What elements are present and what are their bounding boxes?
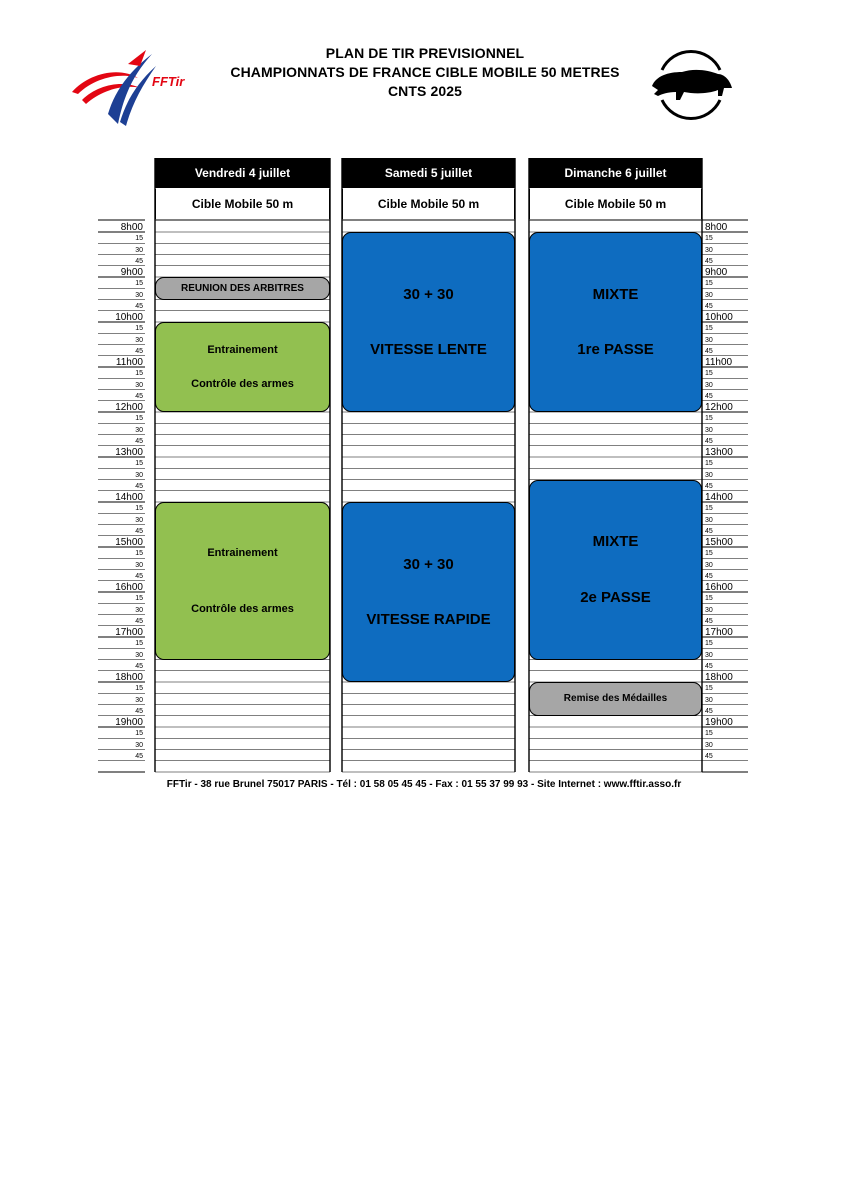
time-label-right: 45 bbox=[705, 257, 713, 265]
time-label-right: 30 bbox=[705, 471, 713, 479]
time-label-left: 30 bbox=[135, 651, 143, 659]
day-header: Vendredi 4 juillet bbox=[155, 158, 330, 188]
time-label-left: 17h00 bbox=[115, 627, 143, 638]
time-label-right: 14h00 bbox=[705, 492, 733, 503]
time-label-right: 8h00 bbox=[705, 222, 728, 233]
event-label: MIXTE bbox=[592, 285, 639, 303]
time-label-right: 30 bbox=[705, 606, 713, 614]
time-label-right: 30 bbox=[705, 426, 713, 434]
svg-text:FFTir: FFTir bbox=[152, 74, 185, 89]
event-label: 30 + 30 bbox=[403, 285, 454, 303]
time-label-right: 30 bbox=[705, 336, 713, 344]
time-label-right: 30 bbox=[705, 651, 713, 659]
time-label-left: 30 bbox=[135, 471, 143, 479]
event-label: Remise des Médailles bbox=[563, 693, 668, 705]
time-label-left: 30 bbox=[135, 561, 143, 569]
time-label-left: 15h00 bbox=[115, 537, 143, 548]
time-label-right: 45 bbox=[705, 707, 713, 715]
time-label-right: 15 bbox=[705, 685, 713, 693]
time-label-left: 15 bbox=[135, 550, 143, 558]
time-label-left: 30 bbox=[135, 381, 143, 389]
event-label: 1re PASSE bbox=[577, 341, 654, 359]
time-label-right: 45 bbox=[705, 482, 713, 490]
time-label-right: 15 bbox=[705, 595, 713, 603]
schedule-event bbox=[155, 322, 330, 412]
discipline-header: Cible Mobile 50 m bbox=[342, 189, 515, 219]
time-label-right: 45 bbox=[705, 392, 713, 400]
event-label: Entrainement bbox=[207, 546, 278, 559]
schedule-event bbox=[342, 502, 515, 682]
time-label-right: 15 bbox=[705, 730, 713, 738]
time-label-right: 45 bbox=[705, 347, 713, 355]
time-label-left: 10h00 bbox=[115, 312, 143, 323]
time-label-left: 45 bbox=[135, 302, 143, 310]
event-label: 30 + 30 bbox=[403, 555, 454, 573]
time-label-left: 30 bbox=[135, 246, 143, 254]
time-label-left: 16h00 bbox=[115, 582, 143, 593]
time-label-left: 45 bbox=[135, 707, 143, 715]
time-label-left: 13h00 bbox=[115, 447, 143, 458]
day-header: Dimanche 6 juillet bbox=[529, 158, 702, 188]
time-label-left: 11h00 bbox=[115, 357, 143, 368]
time-label-left: 30 bbox=[135, 426, 143, 434]
time-label-right: 18h00 bbox=[705, 672, 733, 683]
time-label-left: 45 bbox=[135, 347, 143, 355]
event-label: Contrôle des armes bbox=[191, 377, 294, 390]
event-label: Entrainement bbox=[207, 344, 278, 357]
time-label-right: 9h00 bbox=[705, 267, 728, 278]
time-label-left: 15 bbox=[135, 730, 143, 738]
time-label-right: 15 bbox=[705, 235, 713, 243]
time-label-right: 45 bbox=[705, 662, 713, 670]
schedule-event bbox=[155, 502, 330, 660]
time-label-right: 15 bbox=[705, 505, 713, 513]
time-label-right: 30 bbox=[705, 741, 713, 749]
time-label-right: 11h00 bbox=[705, 357, 733, 368]
time-label-right: 30 bbox=[705, 696, 713, 704]
time-label-right: 15h00 bbox=[705, 537, 733, 548]
title-line: CHAMPIONNATS DE FRANCE CIBLE MOBILE 50 METRES bbox=[230, 64, 620, 80]
time-label-left: 15 bbox=[135, 595, 143, 603]
time-label-left: 45 bbox=[135, 662, 143, 670]
time-label-left: 15 bbox=[135, 370, 143, 378]
time-label-right: 16h00 bbox=[705, 582, 733, 593]
time-label-left: 30 bbox=[135, 606, 143, 614]
title-line: CNTS 2025 bbox=[387, 83, 463, 99]
event-label: VITESSE LENTE bbox=[370, 341, 487, 359]
time-label-right: 15 bbox=[705, 325, 713, 333]
time-label-left: 45 bbox=[135, 752, 143, 760]
time-label-left: 15 bbox=[135, 460, 143, 468]
time-label-left: 19h00 bbox=[115, 717, 143, 728]
day-header: Samedi 5 juillet bbox=[342, 158, 515, 188]
time-label-left: 8h00 bbox=[120, 222, 143, 233]
event-label: VITESSE RAPIDE bbox=[366, 611, 491, 629]
time-label-left: 45 bbox=[135, 572, 143, 580]
time-label-right: 15 bbox=[705, 370, 713, 378]
time-label-right: 45 bbox=[705, 302, 713, 310]
footer-contact: FFTir - 38 rue Brunel 75017 PARIS - Tél : 01 58 05 45 45 - Fax : 01 55 37 99 93 - Site Internet : www.fftir.asso.fr bbox=[166, 779, 682, 790]
time-label-right: 15 bbox=[705, 460, 713, 468]
schedule-event bbox=[155, 277, 330, 300]
time-label-left: 15 bbox=[135, 325, 143, 333]
event-label: 2e PASSE bbox=[580, 588, 651, 606]
time-label-right: 45 bbox=[705, 752, 713, 760]
time-label-right: 45 bbox=[705, 527, 713, 535]
event-label: REUNION DES ARBITRES bbox=[181, 282, 304, 294]
time-label-right: 15 bbox=[705, 550, 713, 558]
time-label-right: 30 bbox=[705, 381, 713, 389]
time-label-right: 19h00 bbox=[705, 717, 733, 728]
time-label-left: 30 bbox=[135, 741, 143, 749]
schedule-event bbox=[529, 232, 702, 412]
time-label-right: 10h00 bbox=[705, 312, 733, 323]
title-line: PLAN DE TIR PREVISIONNEL bbox=[325, 45, 525, 61]
time-label-right: 45 bbox=[705, 617, 713, 625]
time-label-right: 30 bbox=[705, 561, 713, 569]
schedule-event bbox=[342, 232, 515, 412]
time-label-right: 17h00 bbox=[705, 627, 733, 638]
time-label-left: 12h00 bbox=[115, 402, 143, 413]
time-label-right: 13h00 bbox=[705, 447, 733, 458]
time-label-left: 15 bbox=[135, 640, 143, 648]
schedule-event bbox=[529, 682, 702, 716]
time-label-left: 30 bbox=[135, 291, 143, 299]
time-label-left: 15 bbox=[135, 685, 143, 693]
time-label-left: 45 bbox=[135, 392, 143, 400]
time-label-left: 45 bbox=[135, 257, 143, 265]
time-label-left: 45 bbox=[135, 437, 143, 445]
event-label: Contrôle des armes bbox=[191, 602, 294, 615]
time-label-right: 30 bbox=[705, 291, 713, 299]
discipline-header: Cible Mobile 50 m bbox=[529, 189, 702, 219]
time-label-right: 15 bbox=[705, 415, 713, 423]
time-label-left: 15 bbox=[135, 505, 143, 513]
time-label-left: 18h00 bbox=[115, 672, 143, 683]
time-label-right: 45 bbox=[705, 437, 713, 445]
time-label-left: 15 bbox=[135, 415, 143, 423]
time-label-left: 45 bbox=[135, 482, 143, 490]
time-label-right: 12h00 bbox=[705, 402, 733, 413]
time-label-left: 30 bbox=[135, 516, 143, 524]
schedule-event bbox=[529, 480, 702, 660]
discipline-header: Cible Mobile 50 m bbox=[155, 189, 330, 219]
time-label-right: 30 bbox=[705, 516, 713, 524]
time-label-right: 15 bbox=[705, 640, 713, 648]
time-label-right: 45 bbox=[705, 572, 713, 580]
time-label-left: 45 bbox=[135, 527, 143, 535]
time-label-left: 30 bbox=[135, 336, 143, 344]
time-label-left: 30 bbox=[135, 696, 143, 704]
time-label-left: 45 bbox=[135, 617, 143, 625]
time-label-right: 30 bbox=[705, 246, 713, 254]
time-label-left: 9h00 bbox=[120, 267, 143, 278]
time-label-left: 15 bbox=[135, 280, 143, 288]
time-label-left: 15 bbox=[135, 235, 143, 243]
time-label-right: 15 bbox=[705, 280, 713, 288]
time-label-left: 14h00 bbox=[115, 492, 143, 503]
event-label: MIXTE bbox=[592, 533, 639, 551]
